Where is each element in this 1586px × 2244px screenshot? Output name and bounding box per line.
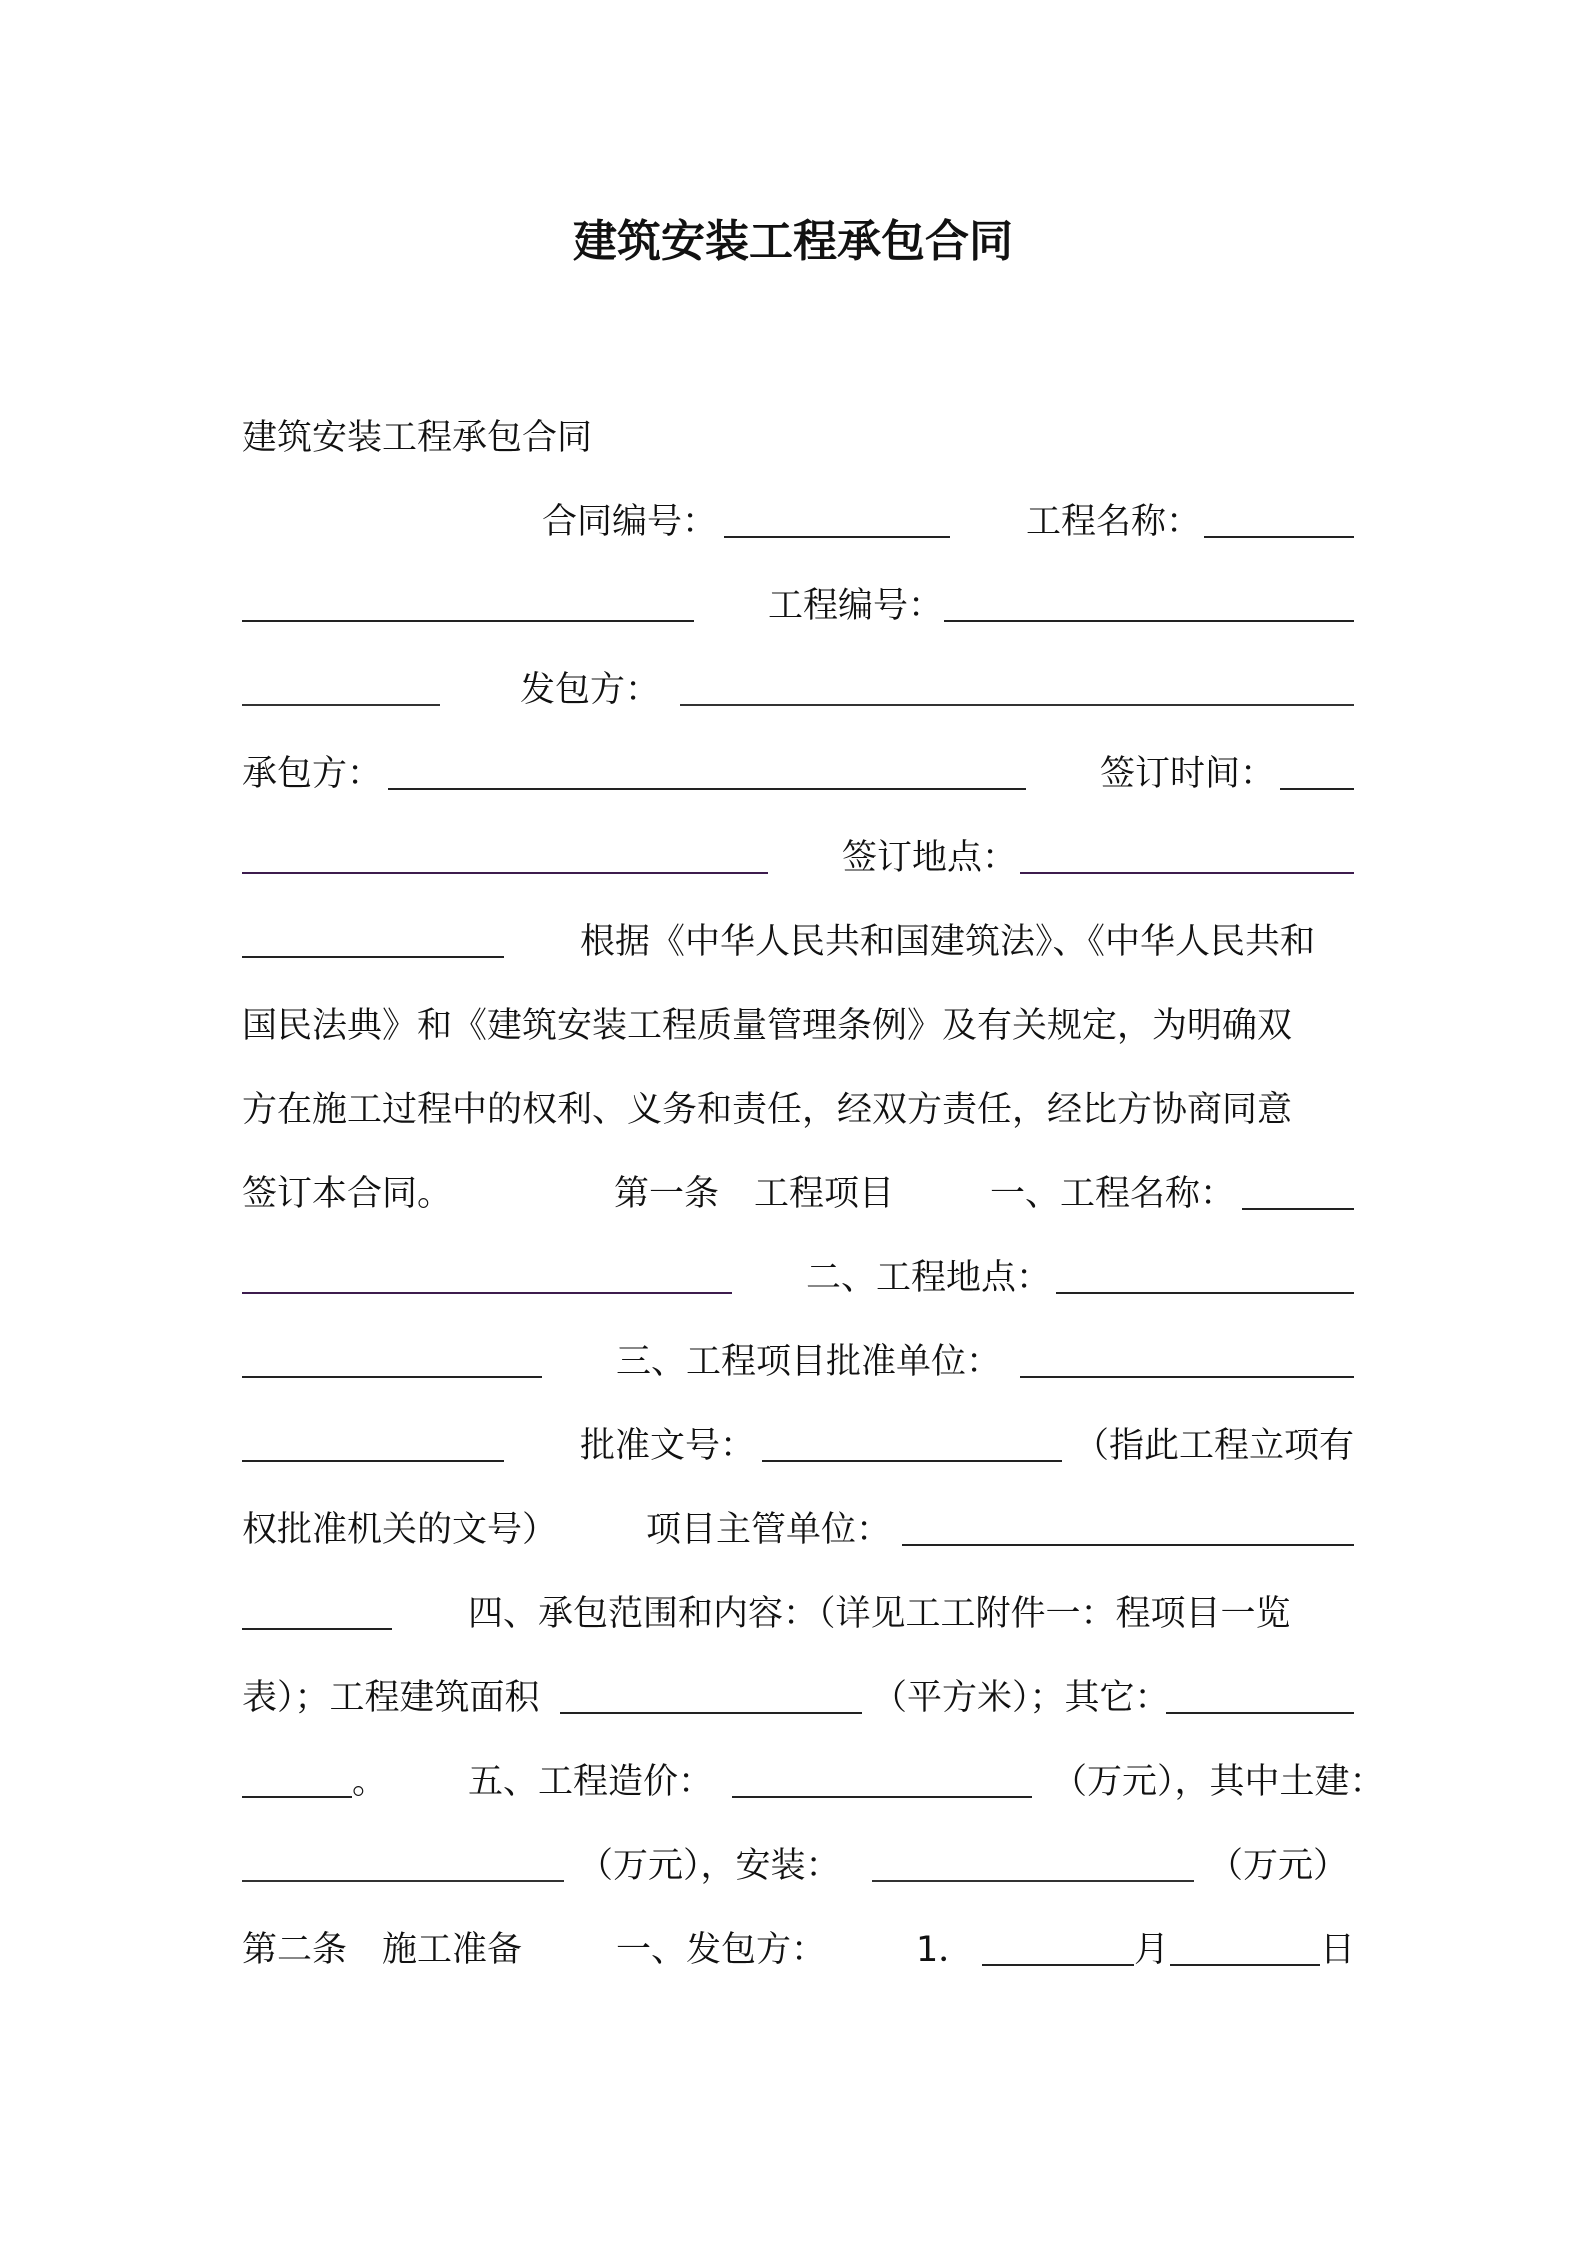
item4-scope-label: 四、承包范围和内容：（详见工工附件一：程项目一览 xyxy=(468,1594,1291,1634)
item2-location-blank[interactable] xyxy=(1056,1248,1354,1294)
item4-area-blank[interactable] xyxy=(560,1668,862,1714)
day-label: 日 xyxy=(1320,1930,1356,1970)
item5-cost-blank[interactable] xyxy=(732,1752,1032,1798)
article2-heading: 第二条 施工准备 xyxy=(242,1930,523,1970)
sign-place-blank-cont[interactable] xyxy=(242,912,504,958)
sign-place-blank[interactable] xyxy=(1020,828,1354,874)
item2-line xyxy=(242,1248,1354,1308)
sign-time-blank[interactable] xyxy=(1280,744,1354,790)
item1-project-name-blank-cont[interactable] xyxy=(242,1248,732,1294)
approval-no-label: 批准文号： xyxy=(580,1426,756,1466)
supervisor-blank[interactable] xyxy=(902,1500,1354,1546)
approval-note-a: （指此工程立项有 xyxy=(1074,1426,1355,1466)
supervisor-blank-cont[interactable] xyxy=(242,1584,392,1630)
employer-blank[interactable] xyxy=(680,660,1354,706)
item3-line xyxy=(242,1332,1354,1392)
day-blank[interactable] xyxy=(1170,1920,1320,1966)
article1-heading: 第一条 工程项目 xyxy=(614,1174,895,1214)
contractor-label: 承包方： xyxy=(242,754,383,794)
contract-no-line xyxy=(242,492,1354,552)
month-blank[interactable] xyxy=(982,1920,1134,1966)
item4-other-blank[interactable] xyxy=(1166,1668,1354,1714)
item2-location-blank-cont[interactable] xyxy=(242,1332,542,1378)
item4-line xyxy=(242,1584,1354,1644)
month-label: 月 xyxy=(1134,1930,1170,1970)
area-unit-label: （平方米）；其它： xyxy=(872,1678,1170,1718)
preamble-text-1: 根据《中华人民共和国建筑法》、《中华人民共和 xyxy=(580,922,1316,962)
contract-no-blank[interactable] xyxy=(724,492,950,538)
project-no-line xyxy=(242,576,1354,636)
employer-line xyxy=(242,660,1354,720)
period-mark: 。 xyxy=(352,1762,388,1802)
article1-line xyxy=(242,1164,1354,1224)
document-subtitle: 建筑安装工程承包合同 xyxy=(242,418,593,458)
item3-approval-unit-blank-cont[interactable] xyxy=(242,1416,504,1462)
item2-location-label: 二、工程地点： xyxy=(806,1258,1052,1298)
item4-other-blank-cont[interactable] xyxy=(242,1752,352,1798)
subtitle-line xyxy=(242,408,1354,468)
civil-cost-blank[interactable] xyxy=(242,1836,564,1882)
approval-no-blank[interactable] xyxy=(762,1416,1062,1462)
sign-place-line xyxy=(242,828,1354,888)
document-title: 建筑安装工程承包合同 xyxy=(573,216,1013,267)
sign-time-blank-cont[interactable] xyxy=(242,828,768,874)
employer-label: 发包方： xyxy=(520,670,661,710)
contractor-line xyxy=(242,744,1354,804)
approval-note-b: 权批准机关的文号） xyxy=(242,1510,558,1550)
preamble-text-3: 方在施工过程中的权利、义务和责任，经双方责任，经比方协商同意 xyxy=(242,1090,1293,1130)
article2-line xyxy=(242,1920,1354,1980)
project-name-label: 工程名称： xyxy=(1026,502,1202,542)
supervisor-label: 项目主管单位： xyxy=(646,1510,892,1550)
approval-no-line xyxy=(242,1416,1354,1476)
wan-install-label: （万元），安装： xyxy=(578,1846,841,1886)
item3-approval-unit-label: 三、工程项目批准单位： xyxy=(616,1342,1002,1382)
install-line xyxy=(242,1836,1354,1896)
item5-cost-label: 五、工程造价： xyxy=(468,1762,714,1802)
item1-project-name-label: 一、工程名称： xyxy=(990,1174,1236,1214)
project-name-blank[interactable] xyxy=(1204,492,1354,538)
item1-project-name-blank[interactable] xyxy=(1242,1164,1354,1210)
supervisor-line xyxy=(242,1500,1354,1560)
sign-place-label: 签订地点： xyxy=(842,838,1018,878)
preamble-text-4: 签订本合同。 xyxy=(242,1174,453,1214)
preamble-text-2: 国民法典》和《建筑安装工程质量管理条例》及有关规定，为明确双 xyxy=(242,1006,1293,1046)
project-name-blank-cont[interactable] xyxy=(242,576,694,622)
item3-approval-unit-blank[interactable] xyxy=(1020,1332,1354,1378)
item4-area-label: 表）；工程建筑面积 xyxy=(242,1678,540,1718)
preamble-line-2 xyxy=(242,996,1354,1056)
article2-item1-label: 一、发包方： xyxy=(616,1930,827,1970)
preamble-line-1 xyxy=(242,912,1354,972)
wan-civil-label: （万元），其中土建： xyxy=(1052,1762,1385,1802)
project-no-blank[interactable] xyxy=(944,576,1354,622)
contract-no-label: 合同编号： xyxy=(542,502,718,542)
preamble-line-3 xyxy=(242,1080,1354,1140)
wan-end-label: （万元） xyxy=(1208,1846,1349,1886)
article2-num: 1． xyxy=(916,1930,974,1970)
sign-time-label: 签订时间： xyxy=(1100,754,1276,794)
project-no-label: 工程编号： xyxy=(768,586,944,626)
contractor-blank[interactable] xyxy=(388,744,1026,790)
install-cost-blank[interactable] xyxy=(872,1836,1194,1882)
item4-area-line xyxy=(242,1668,1354,1728)
project-no-blank-cont[interactable] xyxy=(242,660,440,706)
item5-line xyxy=(242,1752,1385,1812)
